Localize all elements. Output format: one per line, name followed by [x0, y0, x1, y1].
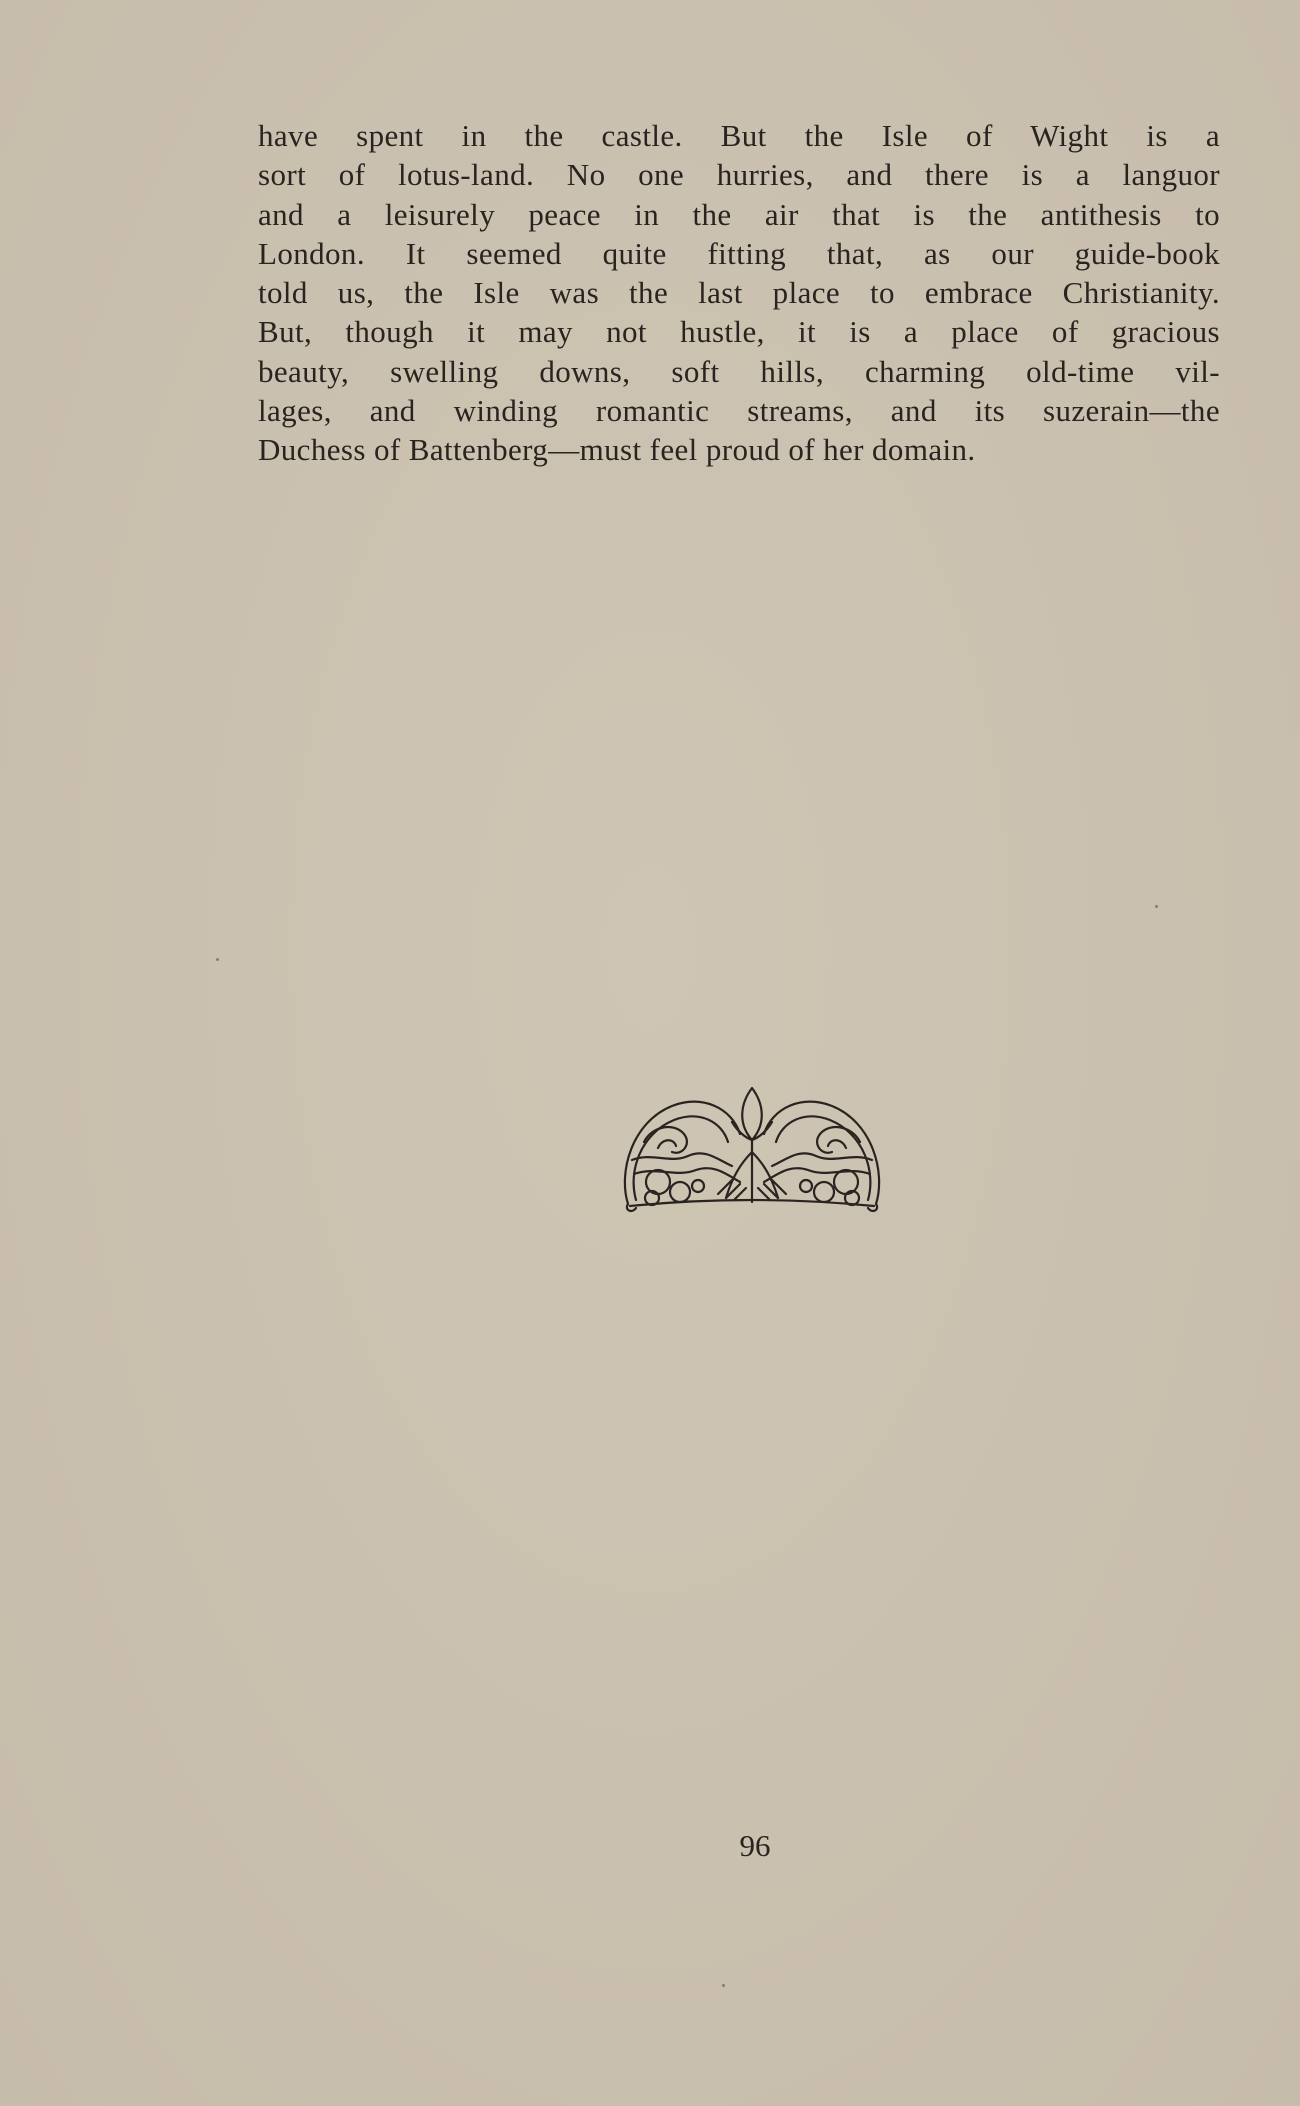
paper-speck	[1155, 905, 1158, 908]
body-paragraph	[258, 116, 1220, 470]
text-line: beauty, swelling downs, soft hills, charming old-time vil-	[258, 353, 1220, 389]
page-number: 96	[739, 1828, 771, 1863]
text-line: sort of lotus-land. No one hurries, and there is a languor	[258, 157, 1220, 193]
text-line: have spent in the castle. But the Isle of Wight is a	[258, 118, 1220, 153]
paper-speck	[216, 958, 219, 961]
text-line: Duchess of Battenberg—must feel proud of her domain.	[258, 432, 976, 468]
paper-speck	[722, 1984, 725, 1987]
text-line: But, though it may not hustle, it is a place of gracious	[258, 314, 1220, 350]
floral-tailpiece-ornament-icon	[622, 1082, 882, 1214]
text-line: London. It seemed quite fitting that, as our guide-book	[258, 235, 1220, 271]
text-line: lages, and winding romantic streams, and its suzerain—the	[258, 393, 1220, 429]
text-line: and a leisurely peace in the air that is the antithesis to	[258, 196, 1220, 232]
text-line: told us, the Isle was the last place to embrace Christianity.	[258, 275, 1220, 311]
